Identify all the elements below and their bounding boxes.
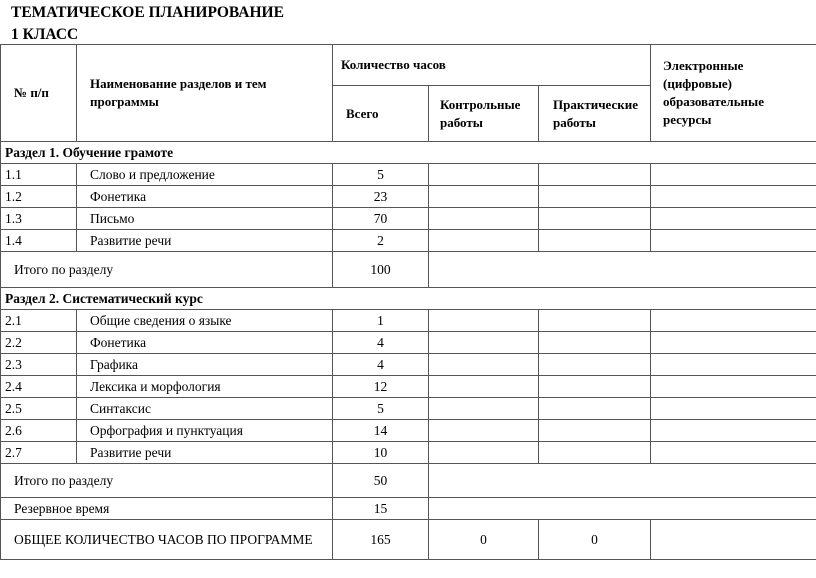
row-practical	[539, 376, 651, 398]
row-resources	[651, 186, 816, 208]
row-num: 2.6	[1, 420, 77, 442]
row-num: 2.2	[1, 332, 77, 354]
reserve-empty	[429, 498, 816, 520]
row-resources	[651, 398, 816, 420]
reserve-row	[1, 498, 816, 520]
header-num: № п/п	[1, 45, 77, 142]
subtotal-label: Итого по разделу	[1, 252, 333, 288]
table-row	[1, 332, 816, 354]
row-total-hours: 12	[333, 376, 429, 398]
row-topic: Слово и предложение	[77, 164, 333, 186]
row-control	[429, 332, 539, 354]
subtotal-value: 100	[333, 252, 429, 288]
section-row	[1, 288, 816, 310]
row-resources	[651, 420, 816, 442]
row-topic: Фонетика	[77, 332, 333, 354]
table-row	[1, 398, 816, 420]
row-resources	[651, 442, 816, 464]
subtotal-row	[1, 464, 816, 498]
header-practical: Практические работы	[539, 86, 651, 142]
section2-rows	[1, 310, 816, 464]
row-topic: Развитие речи	[77, 230, 333, 252]
subtotal-row	[1, 252, 816, 288]
table-row	[1, 420, 816, 442]
heading-title: ТЕМАТИЧЕСКОЕ ПЛАНИРОВАНИЕ	[11, 4, 284, 21]
row-total-hours: 5	[333, 398, 429, 420]
table-row	[1, 310, 816, 332]
row-num: 2.1	[1, 310, 77, 332]
row-practical	[539, 230, 651, 252]
row-control	[429, 208, 539, 230]
row-num: 1.4	[1, 230, 77, 252]
row-resources	[651, 230, 816, 252]
row-total-hours: 23	[333, 186, 429, 208]
row-topic: Письмо	[77, 208, 333, 230]
row-resources	[651, 164, 816, 186]
row-practical	[539, 164, 651, 186]
grand-total-label: ОБЩЕЕ КОЛИЧЕСТВО ЧАСОВ ПО ПРОГРАММЕ	[1, 520, 333, 560]
row-resources	[651, 332, 816, 354]
row-topic: Орфография и пунктуация	[77, 420, 333, 442]
reserve-label: Резервное время	[1, 498, 333, 520]
grand-total-value: 165	[333, 520, 429, 560]
row-num: 1.3	[1, 208, 77, 230]
subtotal-empty	[429, 252, 816, 288]
row-practical	[539, 420, 651, 442]
row-resources	[651, 310, 816, 332]
table-row	[1, 376, 816, 398]
row-resources	[651, 376, 816, 398]
row-topic: Общие сведения о языке	[77, 310, 333, 332]
document-heading	[11, 2, 284, 46]
row-practical	[539, 398, 651, 420]
row-num: 1.1	[1, 164, 77, 186]
row-total-hours: 1	[333, 310, 429, 332]
grand-total-control: 0	[429, 520, 539, 560]
subtotal-empty	[429, 464, 816, 498]
header-hours-group: Количество часов	[333, 45, 651, 86]
row-practical	[539, 310, 651, 332]
row-control	[429, 442, 539, 464]
subtotal-label: Итого по разделу	[1, 464, 333, 498]
table-row	[1, 442, 816, 464]
section-row	[1, 142, 816, 164]
row-total-hours: 4	[333, 332, 429, 354]
row-topic: Синтаксис	[77, 398, 333, 420]
row-control	[429, 398, 539, 420]
row-control	[429, 186, 539, 208]
row-practical	[539, 208, 651, 230]
table-row	[1, 354, 816, 376]
row-topic: Лексика и морфология	[77, 376, 333, 398]
table-row	[1, 164, 816, 186]
row-control	[429, 420, 539, 442]
subtotal-value: 50	[333, 464, 429, 498]
thematic-plan-table	[0, 44, 816, 560]
header-resources: Электронные (цифровые) образовательные ресурсы	[651, 45, 816, 142]
row-topic: Графика	[77, 354, 333, 376]
row-total-hours: 14	[333, 420, 429, 442]
row-practical	[539, 442, 651, 464]
table-header-row	[1, 45, 816, 86]
row-control	[429, 376, 539, 398]
table-row	[1, 208, 816, 230]
row-num: 2.7	[1, 442, 77, 464]
row-control	[429, 230, 539, 252]
header-name: Наименование разделов и тем программы	[77, 45, 333, 142]
header-total: Всего	[333, 86, 429, 142]
grand-total-row	[1, 520, 816, 560]
header-control: Контрольные работы	[429, 86, 539, 142]
row-topic: Развитие речи	[77, 442, 333, 464]
row-num: 2.4	[1, 376, 77, 398]
row-practical	[539, 186, 651, 208]
table-row	[1, 230, 816, 252]
row-control	[429, 354, 539, 376]
section-title: Раздел 1. Обучение грамоте	[1, 142, 816, 164]
row-total-hours: 2	[333, 230, 429, 252]
row-total-hours: 70	[333, 208, 429, 230]
row-control	[429, 310, 539, 332]
row-resources	[651, 208, 816, 230]
row-num: 2.3	[1, 354, 77, 376]
row-practical	[539, 332, 651, 354]
row-total-hours: 4	[333, 354, 429, 376]
section-title: Раздел 2. Систематический курс	[1, 288, 816, 310]
row-num: 2.5	[1, 398, 77, 420]
row-num: 1.2	[1, 186, 77, 208]
grand-total-resources	[651, 520, 816, 560]
reserve-value: 15	[333, 498, 429, 520]
section1-rows	[1, 164, 816, 252]
row-practical	[539, 354, 651, 376]
row-resources	[651, 354, 816, 376]
row-total-hours: 5	[333, 164, 429, 186]
heading-grade: 1 КЛАСС	[11, 26, 79, 43]
table-row	[1, 186, 816, 208]
row-topic: Фонетика	[77, 186, 333, 208]
row-control	[429, 164, 539, 186]
row-total-hours: 10	[333, 442, 429, 464]
grand-total-practical: 0	[539, 520, 651, 560]
